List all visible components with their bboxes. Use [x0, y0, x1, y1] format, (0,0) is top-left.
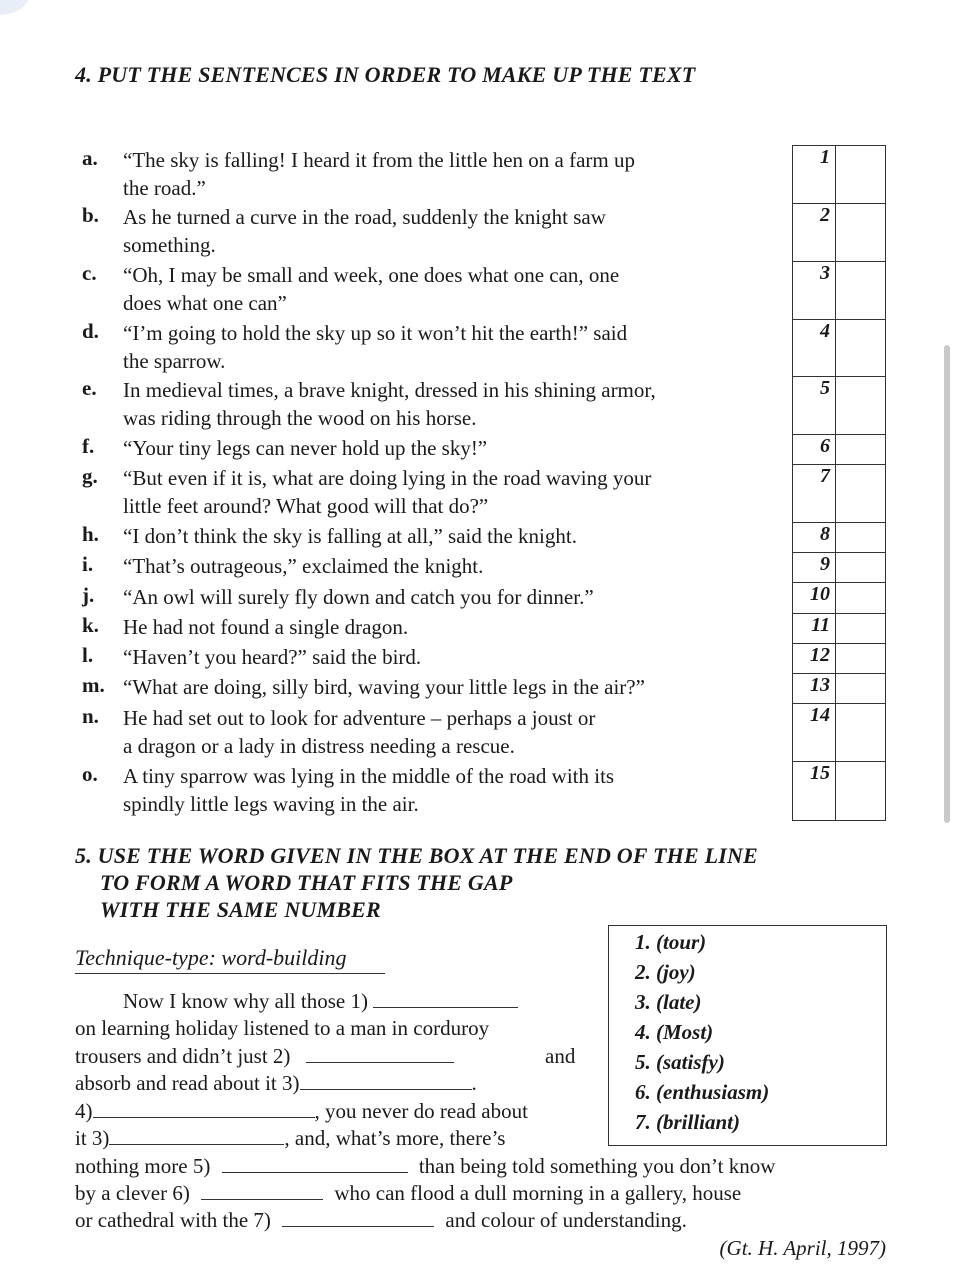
- answer-number: 2: [820, 204, 830, 226]
- sentence-l: “Haven’t you heard?” said the bird.: [123, 645, 422, 669]
- answer-number: 9: [820, 553, 830, 575]
- gap-5[interactable]: [222, 1154, 408, 1173]
- word-box-item: 1. (tour): [635, 930, 707, 954]
- sentence-letter: j.: [82, 583, 95, 607]
- sentence-j: “An owl will surely fly down and catch you for dinner.”: [123, 585, 594, 609]
- sentence-f: “Your tiny legs can never hold up the sky!”: [123, 436, 488, 460]
- sentence-letter: d.: [82, 319, 99, 343]
- passage-line: absorb and read about it 3) .: [75, 1071, 477, 1095]
- sentence-letter: c.: [82, 261, 97, 285]
- sentence-k: He had not found a single dragon.: [123, 615, 409, 639]
- sentence-letter: e.: [82, 376, 97, 400]
- sentence-letter: i.: [82, 552, 94, 576]
- answer-number: 5: [820, 377, 830, 399]
- answer-number: 15: [810, 762, 830, 784]
- sentence-letter: f.: [82, 434, 95, 458]
- sentence-letter: o.: [82, 762, 98, 786]
- sentence-h: “I don’t think the sky is falling at all,” said the knight.: [123, 524, 577, 548]
- attribution: (Gt. H. April, 1997): [719, 1236, 886, 1260]
- passage-line: by a clever 6) who can flood a dull morning in a gallery, house: [75, 1181, 742, 1205]
- sentence-letter: k.: [82, 613, 99, 637]
- sentence-i: “That’s outrageous,” exclaimed the knight.: [123, 554, 484, 578]
- answer-number: 13: [810, 674, 830, 696]
- sentence-letter: g.: [82, 464, 98, 488]
- answer-number: 7: [820, 465, 830, 487]
- word-box-item: 6. (enthusiasm): [635, 1080, 770, 1104]
- passage-line: nothing more 5) than being told something you don’t know: [75, 1154, 776, 1178]
- sentence-e: In medieval times, a brave knight, dressed in his shining armor, was riding through the wood on his horse.: [123, 378, 656, 430]
- sentence-a: “The sky is falling! I heard it from the little hen on a farm up the road.”: [123, 148, 636, 200]
- sentence-b: As he turned a curve in the road, suddenly the knight saw something.: [123, 205, 606, 257]
- passage-line: 4) , you never do read about: [75, 1099, 528, 1123]
- sentence-d: “I’m going to hold the sky up so it won’t hit the earth!” said the sparrow.: [123, 321, 628, 373]
- sentence-letter: h.: [82, 522, 99, 546]
- sentence-letter: a.: [82, 146, 98, 170]
- gap-1[interactable]: [373, 989, 518, 1008]
- gap-3b[interactable]: [109, 1126, 284, 1145]
- word-box-item: 5. (satisfy): [635, 1050, 725, 1074]
- passage-line: trousers and didn’t just 2): [75, 1044, 454, 1069]
- answer-number: 6: [820, 435, 830, 457]
- answer-number: 4: [820, 320, 830, 342]
- corner-artifact: [0, 0, 30, 15]
- word-box-item: 2. (joy): [635, 960, 696, 984]
- passage-line: it 3) , and, what’s more, there’s: [75, 1126, 506, 1150]
- sentence-m: “What are doing, silly bird, waving your little legs in the air?”: [123, 675, 645, 699]
- gap-6[interactable]: [201, 1181, 323, 1200]
- sentence-o: A tiny sparrow was lying in the middle of the road with its spindly little legs waving in the air.: [123, 764, 615, 816]
- sentence-letter: m.: [82, 673, 105, 697]
- sentence-letter: b.: [82, 203, 99, 227]
- sentence-letter: l.: [82, 643, 94, 667]
- answer-number: 1: [820, 146, 830, 168]
- sentence-letter: n.: [82, 704, 99, 728]
- word-box-item: 3. (late): [635, 990, 702, 1014]
- answer-number: 8: [820, 523, 830, 545]
- gap-2[interactable]: [306, 1044, 454, 1063]
- passage-line: Now I know why all those 1): [123, 989, 518, 1014]
- sentence-g: “But even if it is, what are doing lying in the road waving your little feet around? What good will that do?”: [123, 466, 652, 518]
- sentence-c: “Oh, I may be small and week, one does what one can, one does what one can”: [123, 263, 620, 315]
- sentence-n: He had set out to look for adventure – perhaps a joust or a dragon or a lady in distress needing a rescue.: [123, 706, 596, 758]
- answer-number: 14: [810, 704, 830, 726]
- section-5-title: 5. USE THE WORD GIVEN IN THE BOX AT THE END OF THE LINE TO FORM A WORD THAT FITS THE GAP WITH THE SAME NUMBER: [75, 843, 758, 922]
- answer-number: 3: [820, 262, 830, 284]
- answer-number: 10: [810, 583, 830, 605]
- answer-number: 12: [810, 644, 830, 666]
- scrollbar[interactable]: [944, 345, 950, 823]
- word-box-item: 4. (Most): [635, 1020, 714, 1044]
- gap-4[interactable]: [93, 1099, 315, 1118]
- gap-3[interactable]: [300, 1071, 472, 1090]
- passage-line: and: [545, 1044, 576, 1068]
- passage-line: on learning holiday listened to a man in corduroy: [75, 1016, 490, 1040]
- answer-number: 11: [811, 614, 830, 636]
- gap-7[interactable]: [282, 1208, 434, 1227]
- word-box-item: 7. (brilliant): [635, 1110, 741, 1134]
- section-4-title: 4. PUT THE SENTENCES IN ORDER TO MAKE UP THE TEXT: [75, 62, 696, 87]
- technique-label: Technique-type: word-building: [75, 945, 385, 974]
- passage-line: or cathedral with the 7) and colour of understanding.: [75, 1208, 687, 1232]
